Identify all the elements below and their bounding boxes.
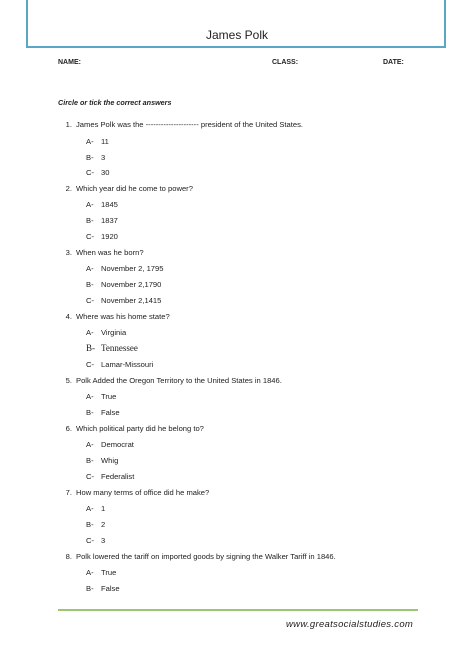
option-text: Federalist — [101, 472, 135, 481]
option-text: 11 — [101, 137, 109, 146]
option-letter: B- — [86, 584, 94, 593]
page-title: James Polk — [205, 28, 269, 42]
option-text: 3 — [101, 536, 106, 545]
option-text: November 2,1790 — [101, 280, 162, 289]
option-text: False — [101, 408, 120, 417]
bottom-border-line — [58, 609, 418, 611]
option-text: November 2,1415 — [101, 296, 162, 305]
footer-website: www.greatsocialstudies.com — [286, 619, 414, 630]
class-label: CLASS: — [272, 59, 299, 66]
option-text: True — [101, 568, 117, 577]
option-letter: B- — [86, 520, 94, 529]
option-letter: A- — [86, 200, 94, 209]
question-text: Polk Added the Oregon Territory to the United States in 1846. — [76, 376, 282, 385]
question-number: 5. — [65, 376, 72, 385]
option-text: Democrat — [101, 440, 134, 449]
question-number: 6. — [65, 424, 72, 433]
option-text: 2 — [101, 520, 106, 529]
option-text: Virginia — [101, 328, 127, 337]
question-number: 4. — [65, 312, 72, 321]
question-text: Polk lowered the tariff on imported goods by signing the Walker Tariff in 1846. — [76, 552, 336, 561]
option-letter: B- — [86, 153, 94, 162]
question-text: Which year did he come to power? — [76, 184, 193, 193]
option-letter: C- — [86, 536, 95, 545]
option-letter: B- — [86, 343, 95, 353]
option-text: Tennessee — [101, 343, 138, 353]
option-letter: A- — [86, 568, 94, 577]
instruction-text: Circle or tick the correct answers — [58, 98, 172, 107]
question-number: 2. — [65, 184, 72, 193]
question-text: James Polk was the --------------------- president of the United States. — [76, 120, 304, 129]
option-text: True — [101, 392, 117, 401]
option-text: 1 — [101, 504, 106, 513]
option-letter: C- — [86, 296, 95, 305]
option-letter: C- — [86, 360, 95, 369]
question-text: Where was his home state? — [76, 312, 170, 321]
option-letter: C- — [86, 232, 95, 241]
option-letter: C- — [86, 472, 95, 481]
option-letter: B- — [86, 456, 94, 465]
question-number: 7. — [65, 488, 72, 497]
option-text: Whig — [101, 456, 119, 465]
option-letter: B- — [86, 280, 94, 289]
question-number: 3. — [65, 248, 72, 257]
question-number: 1. — [65, 120, 72, 129]
question-text: How many terms of office did he make? — [76, 488, 210, 497]
name-label: NAME: — [58, 59, 81, 66]
option-letter: A- — [86, 137, 94, 146]
top-border-line — [26, 46, 446, 48]
option-letter: A- — [86, 328, 94, 337]
option-letter: A- — [86, 392, 94, 401]
option-text: 1845 — [101, 200, 118, 209]
option-letter: A- — [86, 264, 94, 273]
option-letter: A- — [86, 440, 94, 449]
option-letter: B- — [86, 408, 94, 417]
option-text: 1837 — [101, 216, 118, 225]
question-text: When was he born? — [76, 248, 144, 257]
option-text: 30 — [101, 168, 110, 177]
option-letter: C- — [86, 168, 95, 177]
option-text: 1920 — [101, 232, 118, 241]
date-label: DATE: — [383, 59, 404, 66]
option-text: Lamar-Missouri — [101, 360, 154, 369]
question-number: 8. — [65, 552, 72, 561]
option-text: 3 — [101, 153, 106, 162]
option-text: November 2, 1795 — [101, 264, 164, 273]
question-text: Which political party did he belong to? — [76, 424, 204, 433]
option-letter: A- — [86, 504, 94, 513]
option-text: False — [101, 584, 120, 593]
option-letter: B- — [86, 216, 94, 225]
